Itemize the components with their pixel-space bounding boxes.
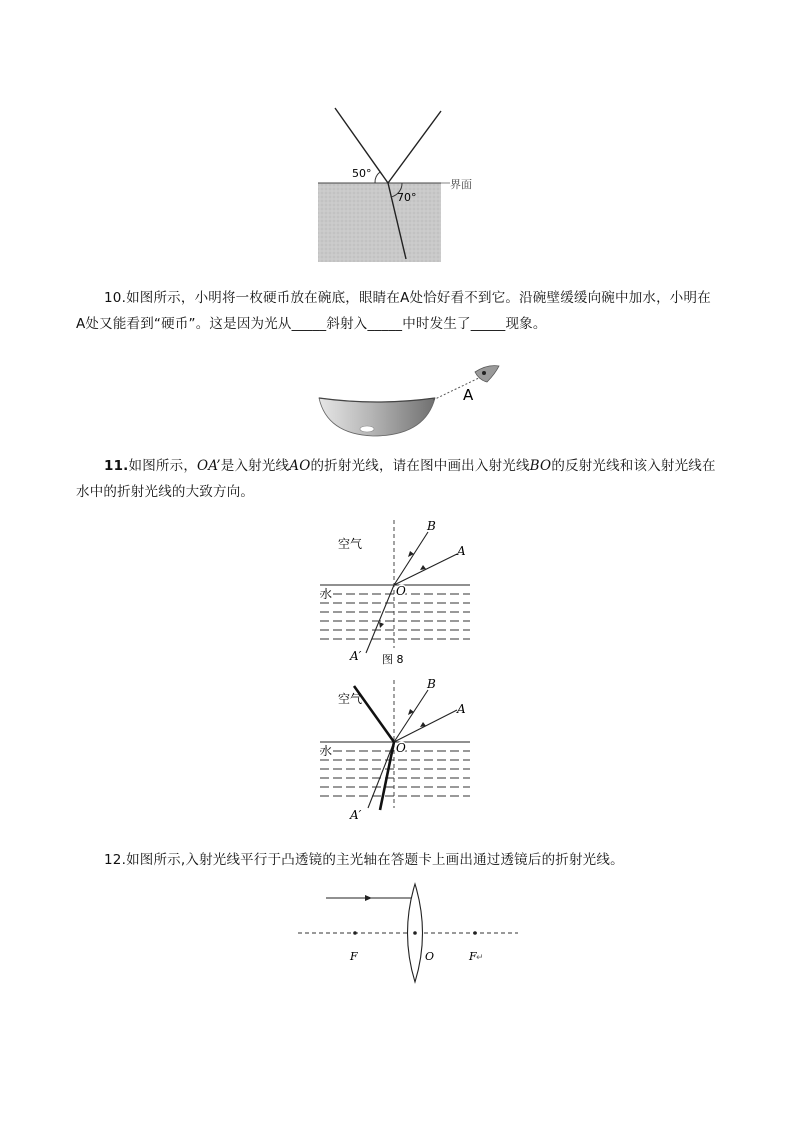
figure-caption: 图 8: [382, 653, 404, 666]
angle-arc-incident: [375, 172, 380, 183]
point-b-label: B: [427, 677, 436, 691]
point-o-label: O: [396, 584, 406, 598]
figure-8-answer: [316, 676, 476, 822]
question-12: [76, 847, 720, 873]
air-label: 空气: [338, 537, 363, 551]
ray-label: BO: [529, 458, 552, 474]
water-hatching: [320, 594, 470, 639]
question-text: 如图所示，: [128, 458, 198, 474]
reflected-ray: [388, 111, 441, 183]
ray-oa-prime-arrow: [379, 622, 384, 628]
return-mark: ↵: [476, 953, 484, 963]
question-text: 的反射光线和该入射光线在水中的折射光线的大致方向。: [76, 458, 716, 500]
question-number: 10.: [104, 290, 127, 306]
medium-block: [318, 183, 441, 262]
ray-bo-arrow: [408, 709, 414, 715]
angle-refracted-label: 70°: [397, 191, 417, 204]
coin: [360, 426, 374, 432]
angle-incident-label: 50°: [352, 167, 372, 180]
ray-bo: [394, 690, 428, 742]
point-a-label: A: [457, 702, 466, 716]
ray-label: OA’: [197, 458, 221, 474]
water-label: 水: [320, 744, 333, 758]
bowl-eye-figure: [315, 356, 505, 442]
question-text: 的折射光线，请在图中画出入射光线: [310, 458, 530, 474]
incident-ray-arrow: [365, 895, 372, 901]
eye-label: A: [463, 386, 474, 404]
optical-center-label: O: [425, 950, 435, 963]
water-hatching: [320, 751, 470, 796]
eye-icon: [475, 366, 499, 382]
sight-line: [433, 376, 483, 400]
refracted-ray-answer: [380, 742, 394, 810]
question-10: [76, 285, 720, 337]
air-label: 空气: [338, 692, 363, 706]
ray-oa-prime: [368, 742, 394, 808]
point-a-label: A: [457, 544, 466, 558]
point-o-label: O: [396, 741, 406, 755]
focus-right-label: F: [469, 950, 477, 963]
point-a-prime-label: A′: [350, 808, 362, 822]
ray-label: AO: [289, 458, 311, 474]
figure-8: [316, 518, 476, 668]
point-a-prime-label: A′: [350, 649, 362, 663]
focus-left-label: F: [350, 950, 358, 963]
convex-lens-figure: [290, 880, 522, 986]
reflection-refraction-figure: [317, 104, 477, 264]
question-11: [76, 453, 720, 505]
optical-center-point: [413, 931, 417, 935]
bowl: [319, 398, 435, 436]
eye-pupil: [482, 371, 486, 375]
reflected-ray-answer: [354, 686, 394, 742]
question-text: 是入射光线: [220, 458, 290, 474]
question-number: 12.: [104, 852, 127, 868]
ray-oa-prime: [366, 585, 394, 653]
surface-label: 界面: [450, 178, 472, 191]
focus-right-point: [473, 931, 477, 935]
question-number: 11.: [104, 458, 129, 474]
point-b-label: B: [427, 519, 436, 533]
focus-left-point: [353, 931, 357, 935]
question-text: 如图所示，小明将一枚硬币放在碗底，眼睛在A处恰好看不到它。沿碗壁缓缓向碗中加水，小明在A处又能看到“硬币”。这是因为光从_____斜射入_____中时发生了_____现象。: [76, 290, 711, 332]
water-label: 水: [320, 587, 333, 601]
question-text: 如图所示,入射光线平行于凸透镜的主光轴在答题卡上画出通过透镜后的折射光线。: [126, 852, 624, 868]
